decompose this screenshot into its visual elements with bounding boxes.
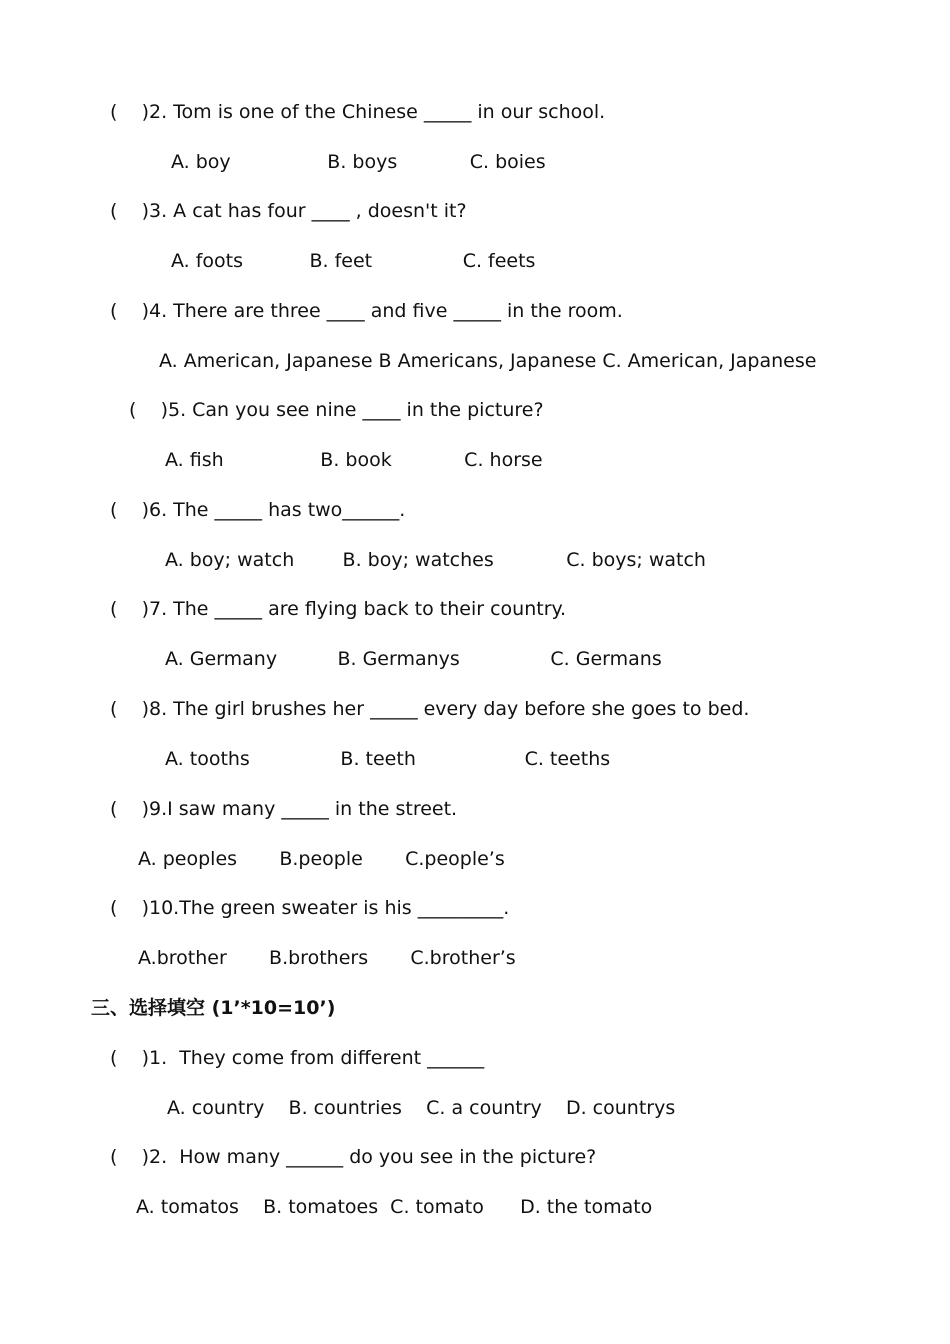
- options-6: A. boy; watch B. boy; watches C. boys; watch: [165, 549, 706, 571]
- question-8: ( )8. The girl brushes her _____ every day before she goes to bed.: [110, 698, 750, 720]
- options-10: A.brother B.brothers C.brother’s: [138, 947, 516, 969]
- section-3-options-1: A. country B. countries C. a country D. countrys: [167, 1097, 676, 1119]
- question-9: ( )9.I saw many _____ in the street.: [110, 798, 458, 820]
- question-3: ( )3. A cat has four ____ , doesn't it?: [110, 200, 467, 222]
- section-3-question-1: ( )1. They come from different ______: [110, 1047, 485, 1069]
- options-8: A. tooths B. teeth C. teeths: [165, 748, 611, 770]
- options-2: A. boy B. boys C. boies: [171, 151, 546, 173]
- section-3-heading: 三、选择填空 (1’*10=10’): [91, 997, 336, 1019]
- question-6: ( )6. The _____ has two______.: [110, 499, 406, 521]
- options-7: A. Germany B. Germanys C. Germans: [165, 648, 662, 670]
- question-2: ( )2. Tom is one of the Chinese _____ in our school.: [110, 101, 606, 123]
- options-5: A. fish B. book C. horse: [165, 449, 543, 471]
- options-9: A. peoples B.people C.people’s: [138, 848, 505, 870]
- question-5: ( )5. Can you see nine ____ in the picture?: [129, 399, 544, 421]
- question-10: ( )10.The green sweater is his _________.: [110, 897, 510, 919]
- question-4: ( )4. There are three ____ and five _____ in the room.: [110, 300, 623, 322]
- section-3-options-2: A. tomatos B. tomatoes C. tomato D. the tomato: [136, 1196, 653, 1218]
- section-3-question-2: ( )2. How many ______ do you see in the picture?: [110, 1146, 597, 1168]
- question-7: ( )7. The _____ are flying back to their country.: [110, 598, 567, 620]
- options-4: A. American, Japanese B Americans, Japanese C. American, Japanese: [159, 350, 817, 372]
- options-3: A. foots B. feet C. feets: [171, 250, 536, 272]
